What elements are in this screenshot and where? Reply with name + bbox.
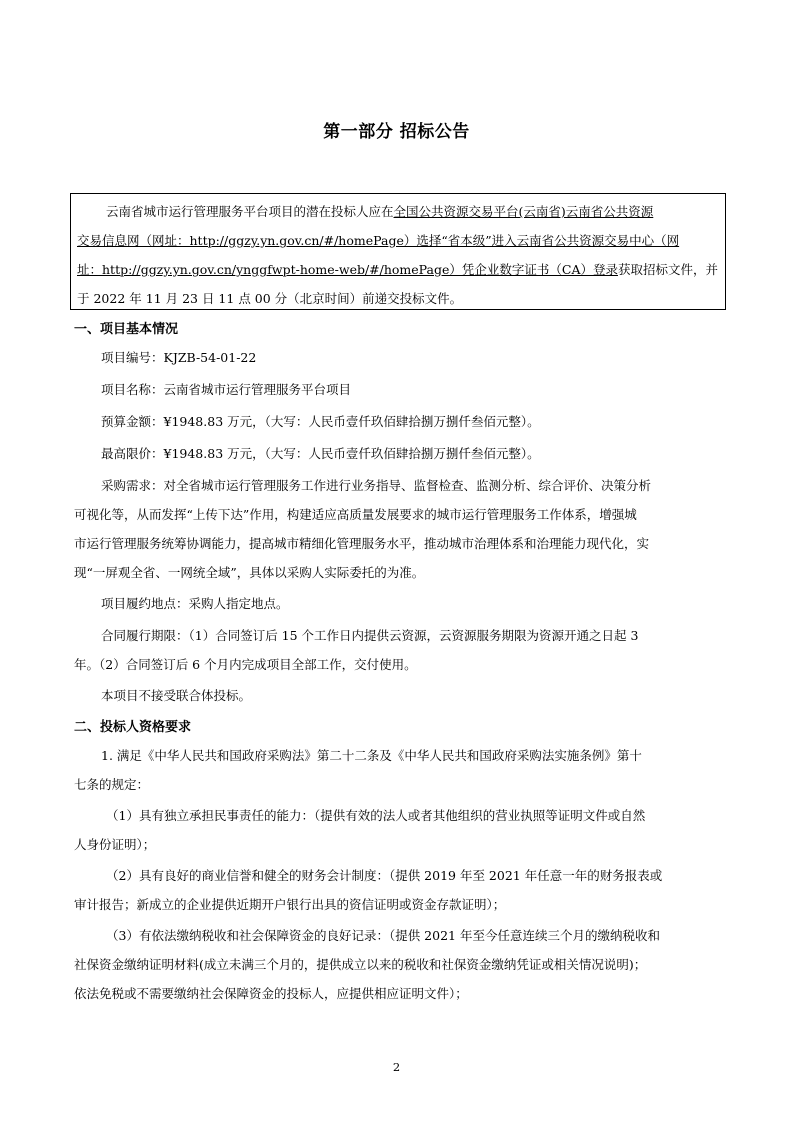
contract-period-line-1: 合同履行期限：（1）合同签订后 15 个工作日内提供云资源，云资源服务期限为资源开通之日起 3: [101, 628, 639, 643]
center-url-link[interactable]: 址：http://ggzy.yn.gov.cn/ynggfwpt-home-web/#/homePage）凭企业数字证书（CA）登录: [77, 262, 618, 277]
item-3-line-1: （3）有依法缴纳税收和社会保障资金的良好记录：（提供 2021 年至今任意连续三个月的缴纳税收和: [106, 928, 660, 943]
item-1-line-1: （1）具有独立承担民事责任的能力：（提供有效的法人或者其他组织的营业执照等证明文件或自然: [106, 808, 646, 823]
page-title: 第一部分 招标公告: [323, 122, 470, 142]
project-number: 项目编号：KJZB-54-01-22: [101, 350, 257, 365]
budget-amount: 预算金额：¥1948.83 万元，（大写：人民币壹仟玖佰肆拾捌万捌仟叁佰元整）。: [101, 414, 540, 429]
platform-url-link[interactable]: 交易信息网（网址：http://ggzy.yn.gov.cn/#/homePage）选择“省本级”进入云南省公共资源交易中心（网: [77, 233, 680, 248]
notice-prefix: 云南省城市运行管理服务平台项目的潜在投标人应在: [106, 204, 394, 219]
requirement-1-line-2: 七条的规定：: [74, 777, 150, 792]
notice-box: [70, 193, 726, 310]
demand-line-2: 可视化等，从而发挥“上传下达”作用，构建适应高质量发展要求的城市运行管理服务工作体系，增强城: [74, 507, 637, 522]
consortium-note: 本项目不接受联合体投标。: [101, 688, 252, 703]
section-heading-qualifications: 二、投标人资格要求: [74, 720, 192, 735]
section-heading-project-info: 一、项目基本情况: [74, 322, 179, 337]
item-3-line-3: 依法免税或不需要缴纳社会保障资金的投标人，应提供相应证明文件）；: [74, 986, 468, 1001]
item-1-line-2: 人身份证明）；: [74, 837, 156, 852]
contract-period-line-2: 年。（2）合同签订后 6 个月内完成项目全部工作，交付使用。: [74, 657, 417, 672]
notice-suffix: 获取招标文件，并: [617, 262, 718, 277]
platform-link[interactable]: 全国公共资源交易平台(云南省)云南省公共资源: [393, 204, 654, 219]
item-3-line-2: 社保资金缴纳证明材料(成立未满三个月的，提供成立以来的税收和社保资金缴纳凭证或相关情况说明)；: [74, 957, 647, 972]
max-price: 最高限价：¥1948.83 万元，（大写：人民币壹仟玖佰肆拾捌万捌仟叁佰元整）。: [101, 446, 540, 461]
item-2-line-2: 审计报告；新成立的企业提供近期开户银行出具的资信证明或资金存款证明）；: [74, 897, 506, 912]
notice-line-3: [71, 255, 724, 284]
page-number: 2: [392, 1060, 401, 1074]
notice-text: [71, 197, 724, 313]
project-name: 项目名称：云南省城市运行管理服务平台项目: [101, 382, 352, 397]
performance-location: 项目履约地点：采购人指定地点。: [101, 596, 289, 611]
notice-line-4: [71, 284, 724, 313]
deadline-text: 于 2022 年 11 月 23 日 11 点 00 分（北京时间）前递交投标文件。: [77, 291, 463, 306]
demand-line-4: 现“一屏观全省、一网统全域”，具体以采购人实际委托的为准。: [74, 565, 425, 580]
demand-line-3: 市运行管理服务统筹协调能力，提高城市精细化管理服务水平，推动城市治理体系和治理能力现代化，实: [74, 536, 650, 551]
requirement-1-line-1: 1. 满足《中华人民共和国政府采购法》第二十二条及《中华人民共和国政府采购法实施条例》第十: [101, 748, 642, 763]
demand-line-1: 采购需求：对全省城市运行管理服务工作进行业务指导、监督检查、监测分析、综合评价、决策分析: [101, 478, 652, 493]
notice-line-2: [71, 226, 724, 255]
item-2-line-1: （2）具有良好的商业信誉和健全的财务会计制度：（提供 2019 年至 2021 年任意一年的财务报表或: [106, 868, 663, 883]
notice-line-1: [71, 197, 724, 226]
